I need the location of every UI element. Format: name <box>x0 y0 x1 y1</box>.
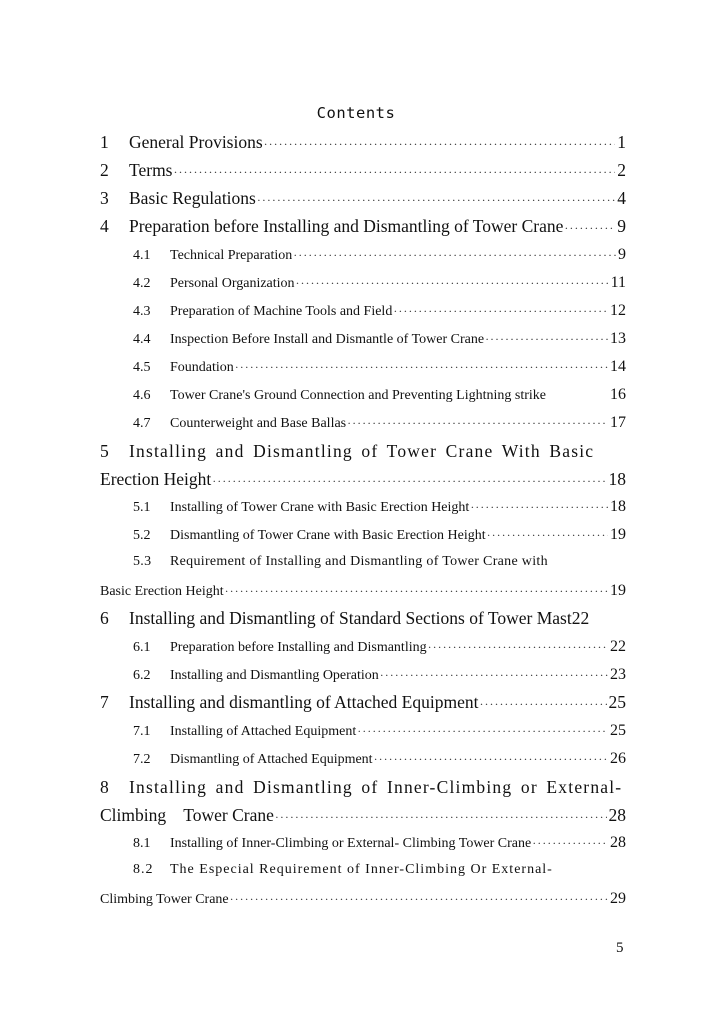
toc-entry-4-2[interactable] <box>133 274 626 296</box>
toc-label: Installing and Dismantling of Standard Sections of Tower Mast <box>129 608 572 628</box>
toc-page-number: 12 <box>610 302 626 319</box>
toc-page-number: 18 <box>610 498 626 515</box>
dot-leader <box>257 193 615 208</box>
dot-leader <box>485 332 608 347</box>
toc-entry-8-continued[interactable] <box>100 805 626 829</box>
dot-leader <box>532 836 608 851</box>
toc-page-number: 4 <box>617 188 626 208</box>
toc-entry-2[interactable] <box>100 160 626 184</box>
toc-label: Installing and Dismantling of Tower Crane With Basic <box>129 441 595 461</box>
toc-number: 6.1 <box>133 640 151 655</box>
toc-number: 4.7 <box>133 416 151 431</box>
toc-number: 5.3 <box>133 554 152 569</box>
toc-page-number: 23 <box>610 666 626 683</box>
toc-page-number: 9 <box>617 216 626 236</box>
dot-leader <box>235 360 608 375</box>
toc-label: Basic Erection Height <box>100 584 224 599</box>
toc-entry-8-1[interactable] <box>133 834 626 856</box>
toc-number: 7.1 <box>133 724 151 739</box>
toc-number: 6 <box>100 608 109 628</box>
toc-number: 4 <box>100 216 109 236</box>
toc-entry-8[interactable] <box>100 777 626 801</box>
toc-page-number: 14 <box>610 358 626 375</box>
toc-label: Terms <box>129 160 173 180</box>
toc-label: Installing of Attached Equipment <box>170 724 357 739</box>
toc-entry-5-1[interactable] <box>133 498 626 520</box>
dot-leader <box>428 640 608 655</box>
toc-number: 8 <box>100 777 110 797</box>
dot-leader <box>357 724 608 739</box>
toc-label: Dismantling of Attached Equipment <box>170 752 373 767</box>
toc-entry-5-continued[interactable] <box>100 469 626 493</box>
toc-label: Climbing Tower Crane <box>100 892 229 907</box>
toc-label: Personal Organization <box>170 276 295 291</box>
toc-number: 3 <box>100 188 109 208</box>
dot-leader <box>380 668 608 683</box>
toc-number: 4.3 <box>133 304 151 319</box>
toc-number: 6.2 <box>133 668 151 683</box>
dot-leader <box>275 810 607 825</box>
toc-entry-4-4[interactable] <box>133 330 626 352</box>
toc-number: 4.1 <box>133 248 151 263</box>
toc-label: The Especial Requirement of Inner-Climbing Or External- <box>170 862 553 877</box>
dot-leader <box>230 892 608 907</box>
toc-page-number: 1 <box>617 132 626 152</box>
dot-leader <box>393 304 608 319</box>
dot-leader <box>212 474 606 489</box>
toc-label: Foundation <box>170 360 234 375</box>
toc-label: Installing and dismantling of Attached Equipment <box>129 692 479 712</box>
toc-page-number: 17 <box>610 414 626 431</box>
toc-number: 8.1 <box>133 836 151 851</box>
toc-label: Requirement of Installing and Dismantling of Tower Crane with <box>170 554 548 569</box>
dot-leader <box>347 416 608 431</box>
toc-number: 5.1 <box>133 500 151 515</box>
toc-label: Tower Crane's Ground Connection and Preventing Lightning strike <box>170 388 546 403</box>
toc-label: Technical Preparation <box>170 248 293 263</box>
toc-page-number: 25 <box>608 692 626 712</box>
toc-number: 2 <box>100 160 109 180</box>
toc-entry-5-2[interactable] <box>133 526 626 548</box>
toc-page-number: 26 <box>610 750 626 767</box>
toc-number: 7 <box>100 692 109 712</box>
toc-number: 4.4 <box>133 332 151 347</box>
toc-entry-5-3[interactable] <box>133 554 626 576</box>
dot-leader <box>374 752 608 767</box>
toc-entry-7-1[interactable] <box>133 722 626 744</box>
toc-entry-6[interactable] <box>100 608 630 632</box>
dot-leader <box>479 697 606 712</box>
toc-label: Climbing Tower Crane <box>100 805 274 825</box>
dot-leader <box>470 500 608 515</box>
toc-number: 8.2 <box>133 862 154 877</box>
toc-entry-5-3-continued[interactable] <box>100 582 626 604</box>
toc-label: General Provisions <box>129 132 263 152</box>
toc-label: Installing of Tower Crane with Basic Erection Height <box>170 500 470 515</box>
toc-entry-4-1[interactable] <box>133 246 626 268</box>
toc-entry-6-2[interactable] <box>133 666 626 688</box>
toc-label: Inspection Before Install and Dismantle of Tower Crane <box>170 332 485 347</box>
toc-label: Basic Regulations <box>129 188 256 208</box>
toc-page-number: 16 <box>610 386 626 403</box>
toc-page-number: 19 <box>610 526 626 543</box>
toc-label: Erection Height <box>100 469 212 489</box>
dot-leader <box>264 137 616 152</box>
toc-label: Counterweight and Base Ballas <box>170 416 347 431</box>
toc-number: 1 <box>100 132 109 152</box>
toc-entry-4[interactable] <box>100 216 626 240</box>
toc-entry-4-7[interactable] <box>133 414 626 436</box>
toc-page-number: 28 <box>608 805 626 825</box>
toc-entry-5[interactable] <box>100 441 626 465</box>
toc-label: Installing and Dismantling Operation <box>170 668 379 683</box>
toc-label: Preparation before Installing and Dismantling of Tower Crane <box>129 216 564 236</box>
toc-number: 4.6 <box>133 388 151 403</box>
dot-leader <box>296 276 609 291</box>
toc-page-number: 18 <box>608 469 626 489</box>
toc-page-number: 11 <box>610 274 626 291</box>
toc-label: Preparation of Machine Tools and Field <box>170 304 393 319</box>
toc-label: Dismantling of Tower Crane with Basic Erection Height <box>170 528 486 543</box>
toc-entry-7[interactable] <box>100 692 626 716</box>
toc-page-number: 28 <box>610 834 626 851</box>
dot-leader <box>293 248 616 263</box>
toc-number: 5 <box>100 441 110 461</box>
toc-page-number: 13 <box>610 330 626 347</box>
toc-page-number: 22 <box>571 608 590 628</box>
contents-title: Contents <box>316 104 396 122</box>
toc-label: Installing and Dismantling of Inner-Climbing or External- <box>129 777 623 797</box>
toc-entry-8-2[interactable] <box>133 862 626 884</box>
page-number: 5 <box>616 940 624 956</box>
toc-page-number: 2 <box>617 160 626 180</box>
toc-label: Installing of Inner-Climbing or External- Climbing Tower Crane <box>170 836 532 851</box>
toc-entry-1[interactable] <box>100 132 626 156</box>
dot-leader <box>564 221 615 236</box>
toc-entry-6-1[interactable] <box>133 638 626 660</box>
toc-label: Preparation before Installing and Dismantling <box>170 640 427 655</box>
toc-page-number: 19 <box>610 582 626 599</box>
toc-entry-8-2-continued[interactable] <box>100 890 626 912</box>
toc-number: 5.2 <box>133 528 151 543</box>
toc-page-number: 25 <box>610 722 626 739</box>
toc-number: 7.2 <box>133 752 151 767</box>
toc-entry-7-2[interactable] <box>133 750 626 772</box>
toc-page-number: 9 <box>618 246 626 263</box>
toc-page-number: 22 <box>610 638 626 655</box>
toc-entry-4-5[interactable] <box>133 358 626 380</box>
dot-leader <box>174 165 616 180</box>
dot-leader <box>225 584 608 599</box>
toc-entry-4-6[interactable] <box>133 386 626 408</box>
toc-page-number: 29 <box>610 890 626 907</box>
toc-number: 4.5 <box>133 360 151 375</box>
toc-number: 4.2 <box>133 276 151 291</box>
toc-entry-4-3[interactable] <box>133 302 626 324</box>
toc-entry-3[interactable] <box>100 188 626 212</box>
dot-leader <box>487 528 608 543</box>
